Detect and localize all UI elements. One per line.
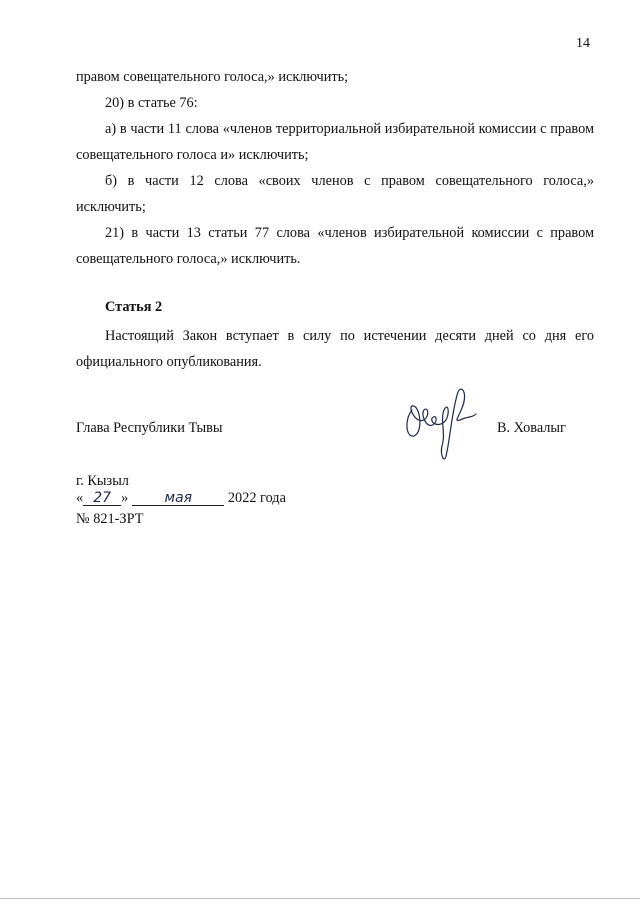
list-item-21: 21) в части 13 статьи 77 слова «членов избирательной комиссии с правом совещательного голоса,» исключить. <box>76 225 594 267</box>
city-label: г. Кызыл <box>76 473 129 489</box>
date-day-handwritten: 27 <box>93 490 112 506</box>
date-open-quote: « <box>76 490 84 506</box>
date-month-handwritten: мая <box>164 490 193 506</box>
list-item-20b: б) в части 12 слова «своих членов с правом совещательного голоса,» исключить; <box>76 173 594 215</box>
list-item-20a: а) в части 11 слова «членов территориальной избирательной комиссии с правом совещательного голоса и» исключить; <box>76 121 594 163</box>
date-day-field <box>83 491 121 506</box>
signatory-position: Глава Республики Тывы <box>76 420 223 436</box>
article-text: Настоящий Закон вступает в силу по истечении десяти дней со дня его официального опубликования. <box>76 328 594 370</box>
list-item-20: 20) в статье 76: <box>105 95 198 111</box>
handwritten-signature <box>402 380 480 472</box>
article-heading: Статья 2 <box>105 299 163 315</box>
page-edge-divider <box>0 898 640 899</box>
signatory-name: В. Ховалыг <box>497 420 566 436</box>
body-line-continuation: правом совещательного голоса,» исключить; <box>76 69 349 85</box>
date-close-quote: » <box>121 490 129 506</box>
law-number: № 821-ЗРТ <box>76 511 144 527</box>
adoption-date <box>76 490 286 507</box>
date-month-field <box>132 491 224 506</box>
date-year: 2022 года <box>227 490 286 506</box>
page-number: 14 <box>576 36 590 51</box>
